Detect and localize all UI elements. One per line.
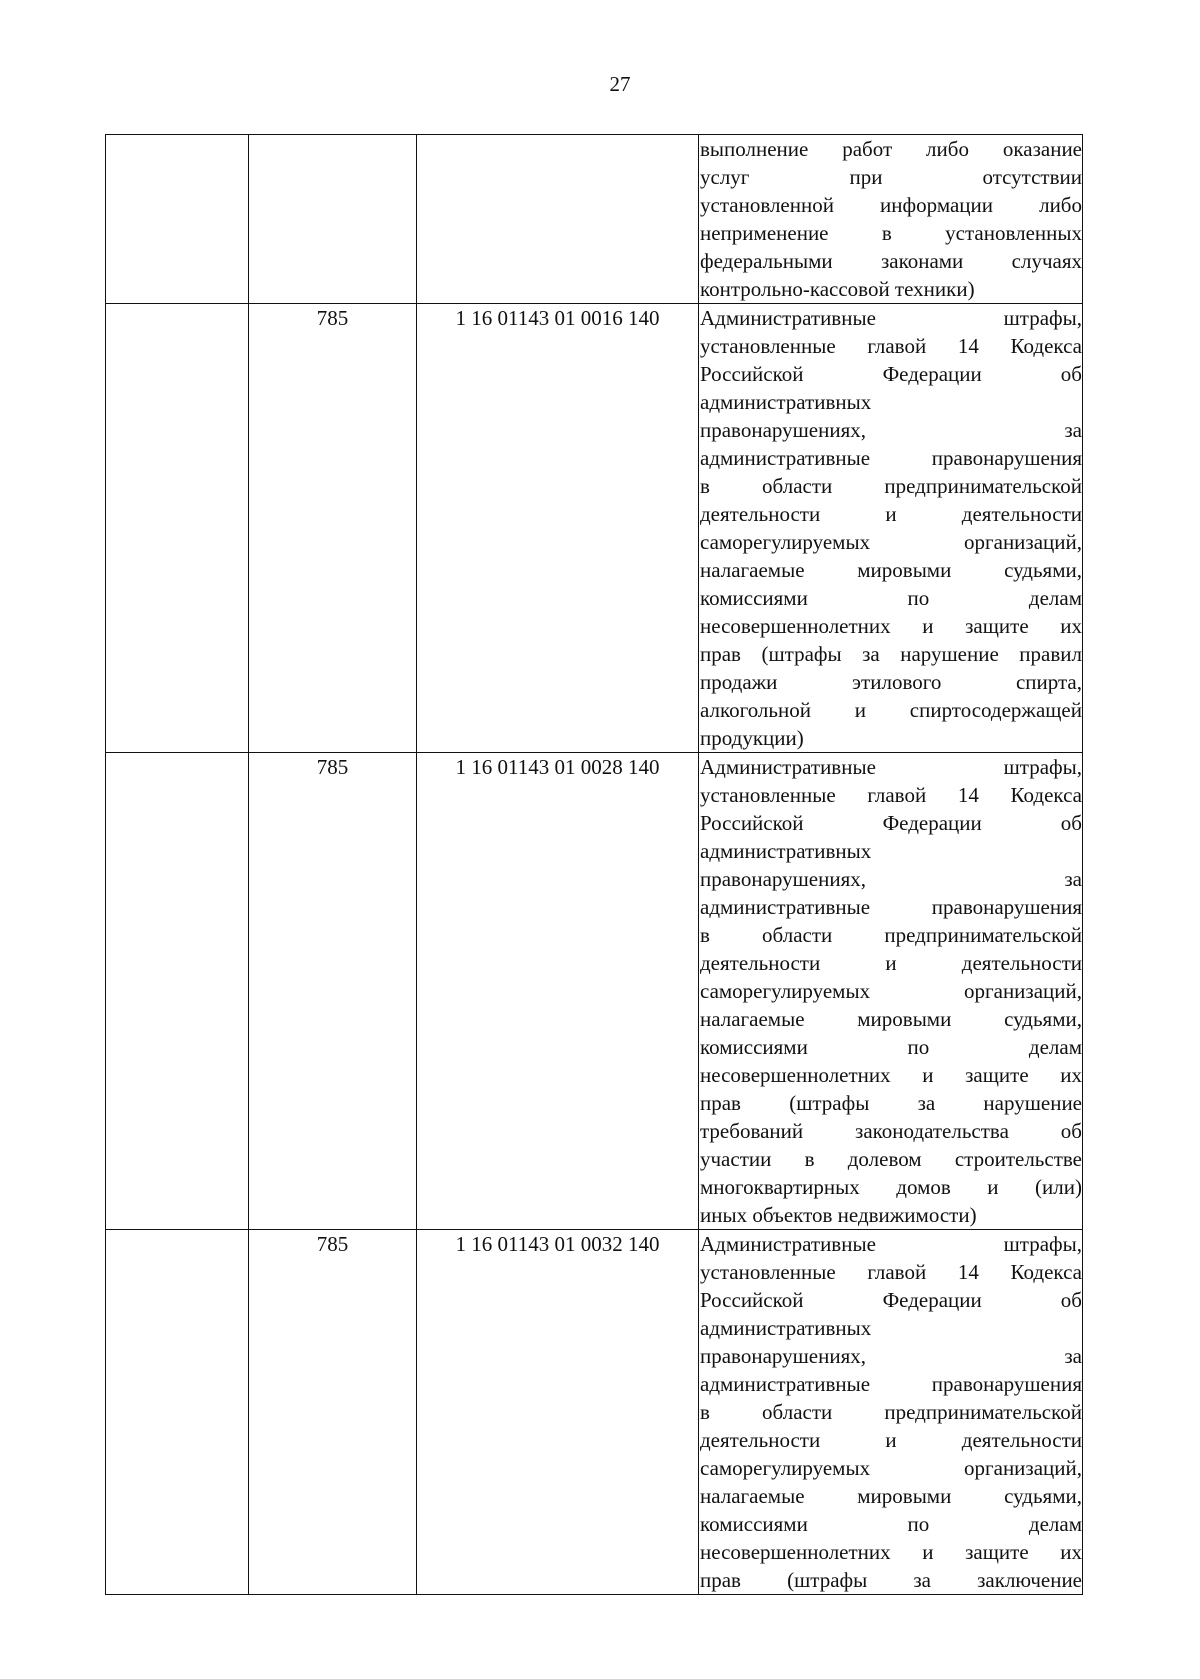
description-line: продукции) — [700, 726, 804, 750]
budget-classification-code-cell: 1 16 01143 01 0028 140 — [417, 753, 699, 1230]
description-line: контрольно-кассовой техники) — [700, 277, 975, 301]
description-line: иных объектов недвижимости) — [700, 1203, 977, 1227]
description-line: прав (штрафы за нарушение — [700, 1091, 1082, 1115]
description-line: налагаемые мировыми судьями, — [700, 1484, 1082, 1508]
revenue-description-cell — [699, 304, 1083, 753]
description-line: Административные штрафы, — [700, 755, 1082, 779]
description-line: установленные главой 14 Кодекса — [700, 334, 1082, 358]
administrator-code-cell: 785 — [249, 753, 417, 1230]
description-line: налагаемые мировыми судьями, — [700, 558, 1082, 582]
budget-classification-code-cell: 1 16 01143 01 0016 140 — [417, 304, 699, 753]
description-line: установленные главой 14 Кодекса — [700, 1260, 1082, 1284]
description-line: несовершеннолетних и защите их — [700, 1063, 1082, 1087]
description-line: налагаемые мировыми судьями, — [700, 1007, 1082, 1031]
description-line: в области предпринимательской — [700, 923, 1082, 947]
description-line: комиссиями по делам — [700, 1035, 1082, 1059]
empty-cell — [106, 1230, 249, 1595]
description-line: административных — [700, 1316, 872, 1340]
description-line: прав (штрафы за нарушение правил — [700, 642, 1082, 666]
table-row — [106, 304, 1083, 753]
description-line: алкогольной и спиртосодержащей — [700, 698, 1082, 722]
description-line: саморегулируемых организаций, — [700, 1456, 1082, 1480]
description-line: административных — [700, 839, 872, 863]
budget-classification-table — [105, 134, 1083, 1595]
description-line: административные правонарушения — [700, 895, 1082, 919]
budget-classification-code-cell: 1 16 01143 01 0032 140 — [417, 1230, 699, 1595]
description-line: федеральными законами случаях — [700, 249, 1082, 273]
description-line: Российской Федерации об — [700, 1288, 1082, 1312]
description-line: комиссиями по делам — [700, 1512, 1082, 1536]
description-line: Административные штрафы, — [700, 1232, 1082, 1256]
description-line: административные правонарушения — [700, 446, 1082, 470]
description-line: деятельности и деятельности — [700, 502, 1082, 526]
administrator-code-cell: 785 — [249, 1230, 417, 1595]
description-line: Административные штрафы, — [700, 306, 1082, 330]
description-line: деятельности и деятельности — [700, 951, 1082, 975]
description-line: участии в долевом строительстве — [700, 1147, 1082, 1171]
description-line: деятельности и деятельности — [700, 1428, 1082, 1452]
table-row — [106, 135, 1083, 304]
description-line: прав (штрафы за заключение — [700, 1568, 1082, 1592]
description-line: требований законодательства об — [700, 1119, 1082, 1143]
description-line: саморегулируемых организаций, — [700, 530, 1082, 554]
description-line: правонарушениях, за — [700, 1344, 1082, 1368]
description-line: правонарушениях, за — [700, 867, 1082, 891]
revenue-description-cell — [699, 135, 1083, 304]
budget-classification-code-cell — [417, 135, 699, 304]
table-row — [106, 1230, 1083, 1595]
description-line: в области предпринимательской — [700, 474, 1082, 498]
description-line: несовершеннолетних и защите их — [700, 614, 1082, 638]
table-row — [106, 753, 1083, 1230]
description-line: административные правонарушения — [700, 1372, 1082, 1396]
description-line: комиссиями по делам — [700, 586, 1082, 610]
description-line: саморегулируемых организаций, — [700, 979, 1082, 1003]
administrator-code-cell: 785 — [249, 304, 417, 753]
description-line: установленной информации либо — [700, 193, 1082, 217]
description-line: Российской Федерации об — [700, 362, 1082, 386]
empty-cell — [106, 135, 249, 304]
description-line: установленные главой 14 Кодекса — [700, 783, 1082, 807]
description-line: продажи этилового спирта, — [700, 670, 1082, 694]
revenue-description-cell — [699, 1230, 1083, 1595]
revenue-description-cell — [699, 753, 1083, 1230]
description-line: в области предпринимательской — [700, 1400, 1082, 1424]
description-line: несовершеннолетних и защите их — [700, 1540, 1082, 1564]
description-line: услуг при отсутствии — [700, 165, 1082, 189]
table-body — [106, 135, 1083, 1595]
empty-cell — [106, 753, 249, 1230]
empty-cell — [106, 304, 249, 753]
description-line: административных — [700, 390, 872, 414]
description-line: выполнение работ либо оказание — [700, 137, 1082, 161]
description-line: Российской Федерации об — [700, 811, 1082, 835]
description-line: правонарушениях, за — [700, 418, 1082, 442]
description-line: многоквартирных домов и (или) — [700, 1175, 1082, 1199]
description-line: неприменение в установленных — [700, 221, 1082, 245]
administrator-code-cell — [249, 135, 417, 304]
page-number: 27 — [609, 72, 631, 96]
